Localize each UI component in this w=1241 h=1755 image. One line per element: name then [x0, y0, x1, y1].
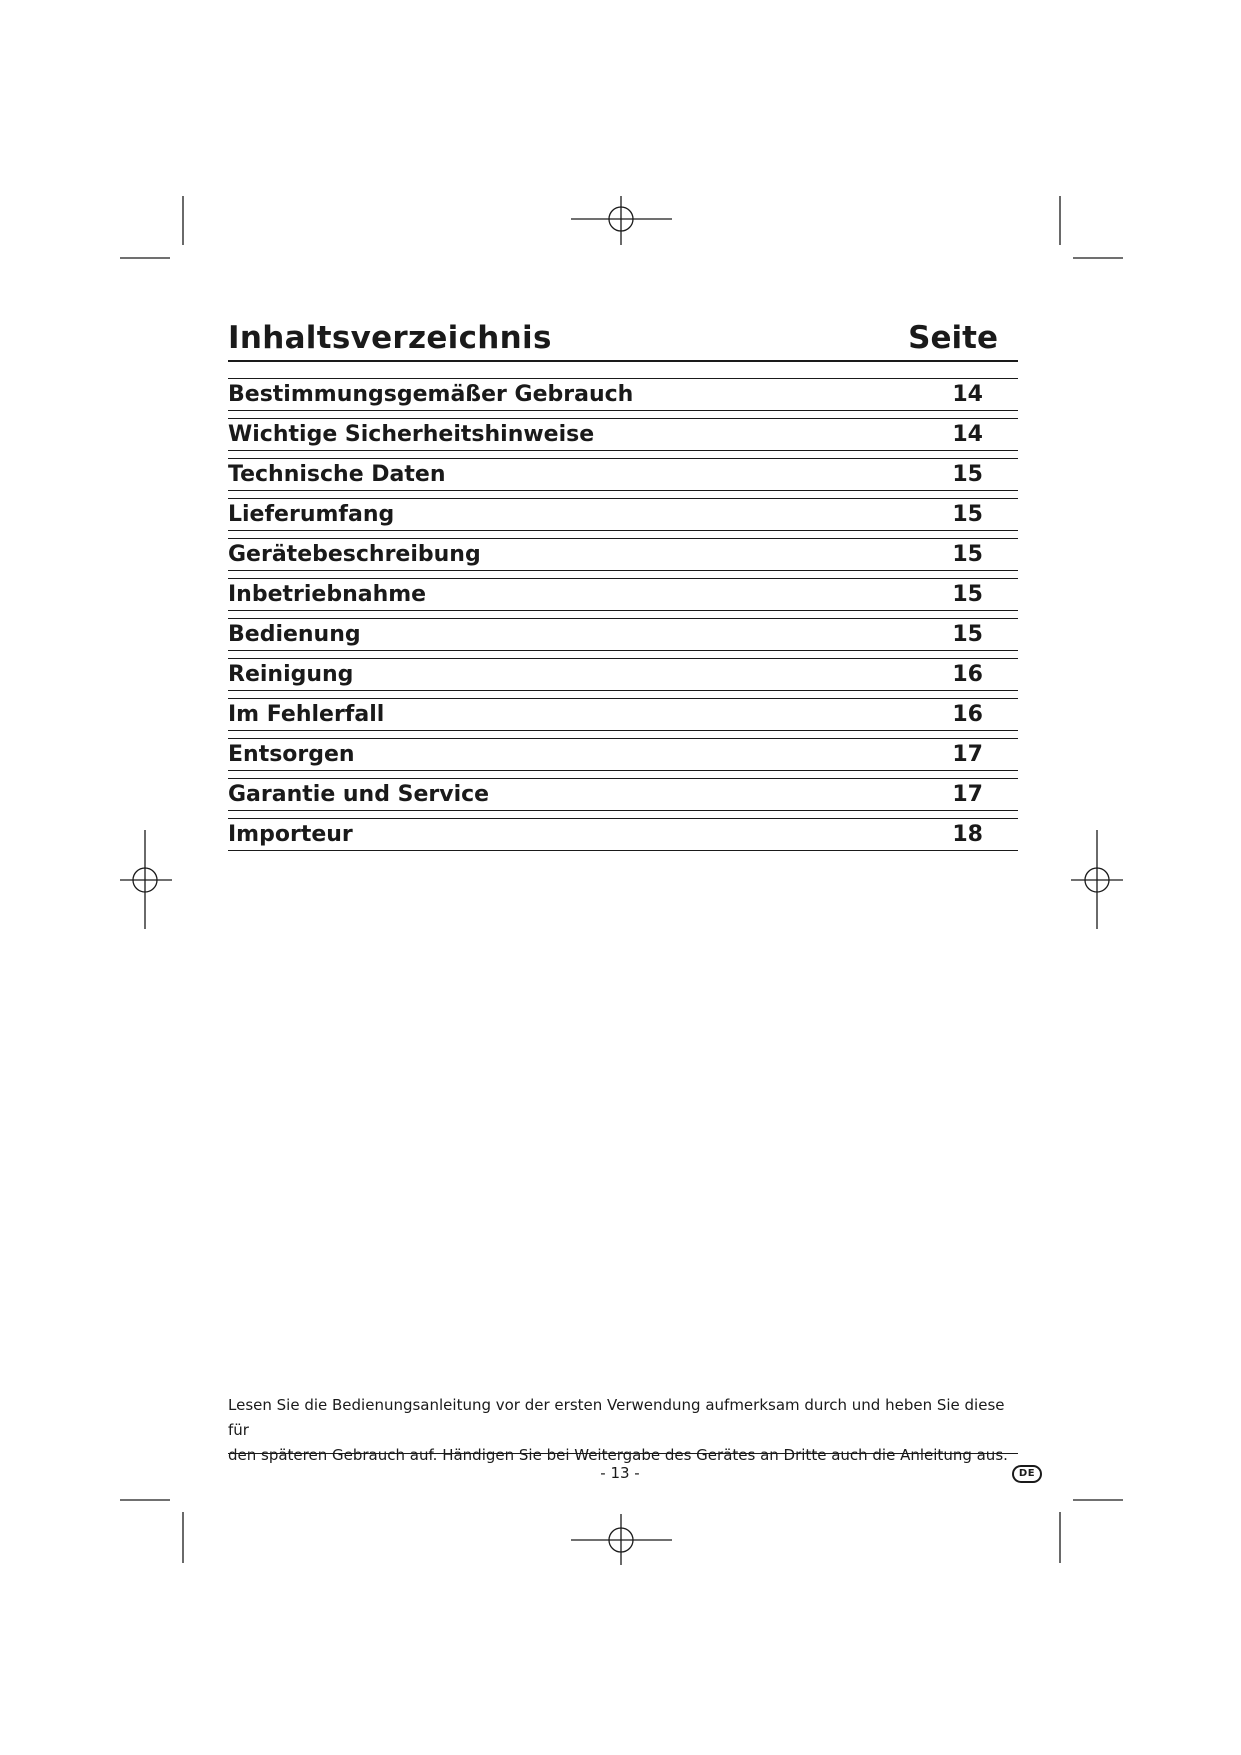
toc-entry-technische-daten[interactable] [228, 458, 1018, 491]
toc-entry-label: Im Fehlerfall [228, 702, 385, 727]
toc-entry-page: 16 [952, 702, 983, 727]
toc-header [228, 318, 1018, 362]
toc-entry-geraetebeschreibung[interactable] [228, 538, 1018, 571]
toc-entry-reinigung[interactable] [228, 658, 1018, 691]
toc-entry-label: Technische Daten [228, 462, 446, 487]
toc-entry-inbetriebnahme[interactable] [228, 578, 1018, 611]
toc-page-column-label: Seite [908, 320, 998, 356]
toc-entry-label: Bedienung [228, 622, 361, 647]
toc-entry-page: 17 [952, 782, 983, 807]
toc-entry-page: 18 [952, 822, 983, 847]
toc-entry-page: 15 [952, 462, 983, 487]
table-of-contents [228, 318, 1018, 851]
toc-entry-label: Entsorgen [228, 742, 355, 767]
toc-entry-bestimmungsgemaesser-gebrauch[interactable] [228, 378, 1018, 411]
footer-note-line-2: den späteren Gebrauch auf. Händigen Sie bei Weitergabe des Gerätes an Dritte auch die Anleitung aus. [228, 1446, 1008, 1464]
toc-entry-label: Inbetriebnahme [228, 582, 427, 607]
toc-entry-label: Garantie und Service [228, 782, 490, 807]
toc-entry-page: 15 [952, 502, 983, 527]
footer-divider [228, 1453, 1018, 1454]
toc-entry-label: Gerätebeschreibung [228, 542, 481, 567]
toc-entry-page: 15 [952, 622, 983, 647]
toc-entry-im-fehlerfall[interactable] [228, 698, 1018, 731]
toc-entry-label: Wichtige Sicherheitshinweise [228, 422, 595, 447]
footer-note [228, 1393, 1018, 1468]
toc-entry-sicherheitshinweise[interactable] [228, 418, 1018, 451]
toc-entry-page: 14 [952, 422, 983, 447]
page-number: - 13 - [600, 1464, 640, 1482]
toc-entry-garantie-und-service[interactable] [228, 778, 1018, 811]
toc-title: Inhaltsverzeichnis [228, 320, 552, 356]
language-badge: DE [1012, 1465, 1042, 1483]
toc-entry-importeur[interactable] [228, 818, 1018, 851]
registration-mark-left [120, 830, 172, 929]
toc-entry-page: 17 [952, 742, 983, 767]
toc-entry-lieferumfang[interactable] [228, 498, 1018, 531]
toc-entry-bedienung[interactable] [228, 618, 1018, 651]
toc-entry-page: 15 [952, 582, 983, 607]
toc-entry-page: 14 [952, 382, 983, 407]
registration-mark-top [571, 196, 672, 245]
toc-entry-entsorgen[interactable] [228, 738, 1018, 771]
toc-entry-label: Lieferumfang [228, 502, 395, 527]
toc-entry-label: Bestimmungsgemäßer Gebrauch [228, 382, 634, 407]
registration-mark-right [1071, 830, 1123, 929]
toc-entry-page: 15 [952, 542, 983, 567]
toc-entry-label: Reinigung [228, 662, 354, 687]
toc-list [228, 378, 1018, 851]
toc-entry-label: Importeur [228, 822, 353, 847]
toc-entry-page: 16 [952, 662, 983, 687]
footer-note-line-1: Lesen Sie die Bedienungsanleitung vor der ersten Verwendung aufmerksam durch und heben Sie diese für [228, 1396, 1005, 1439]
registration-mark-bottom [571, 1514, 672, 1565]
